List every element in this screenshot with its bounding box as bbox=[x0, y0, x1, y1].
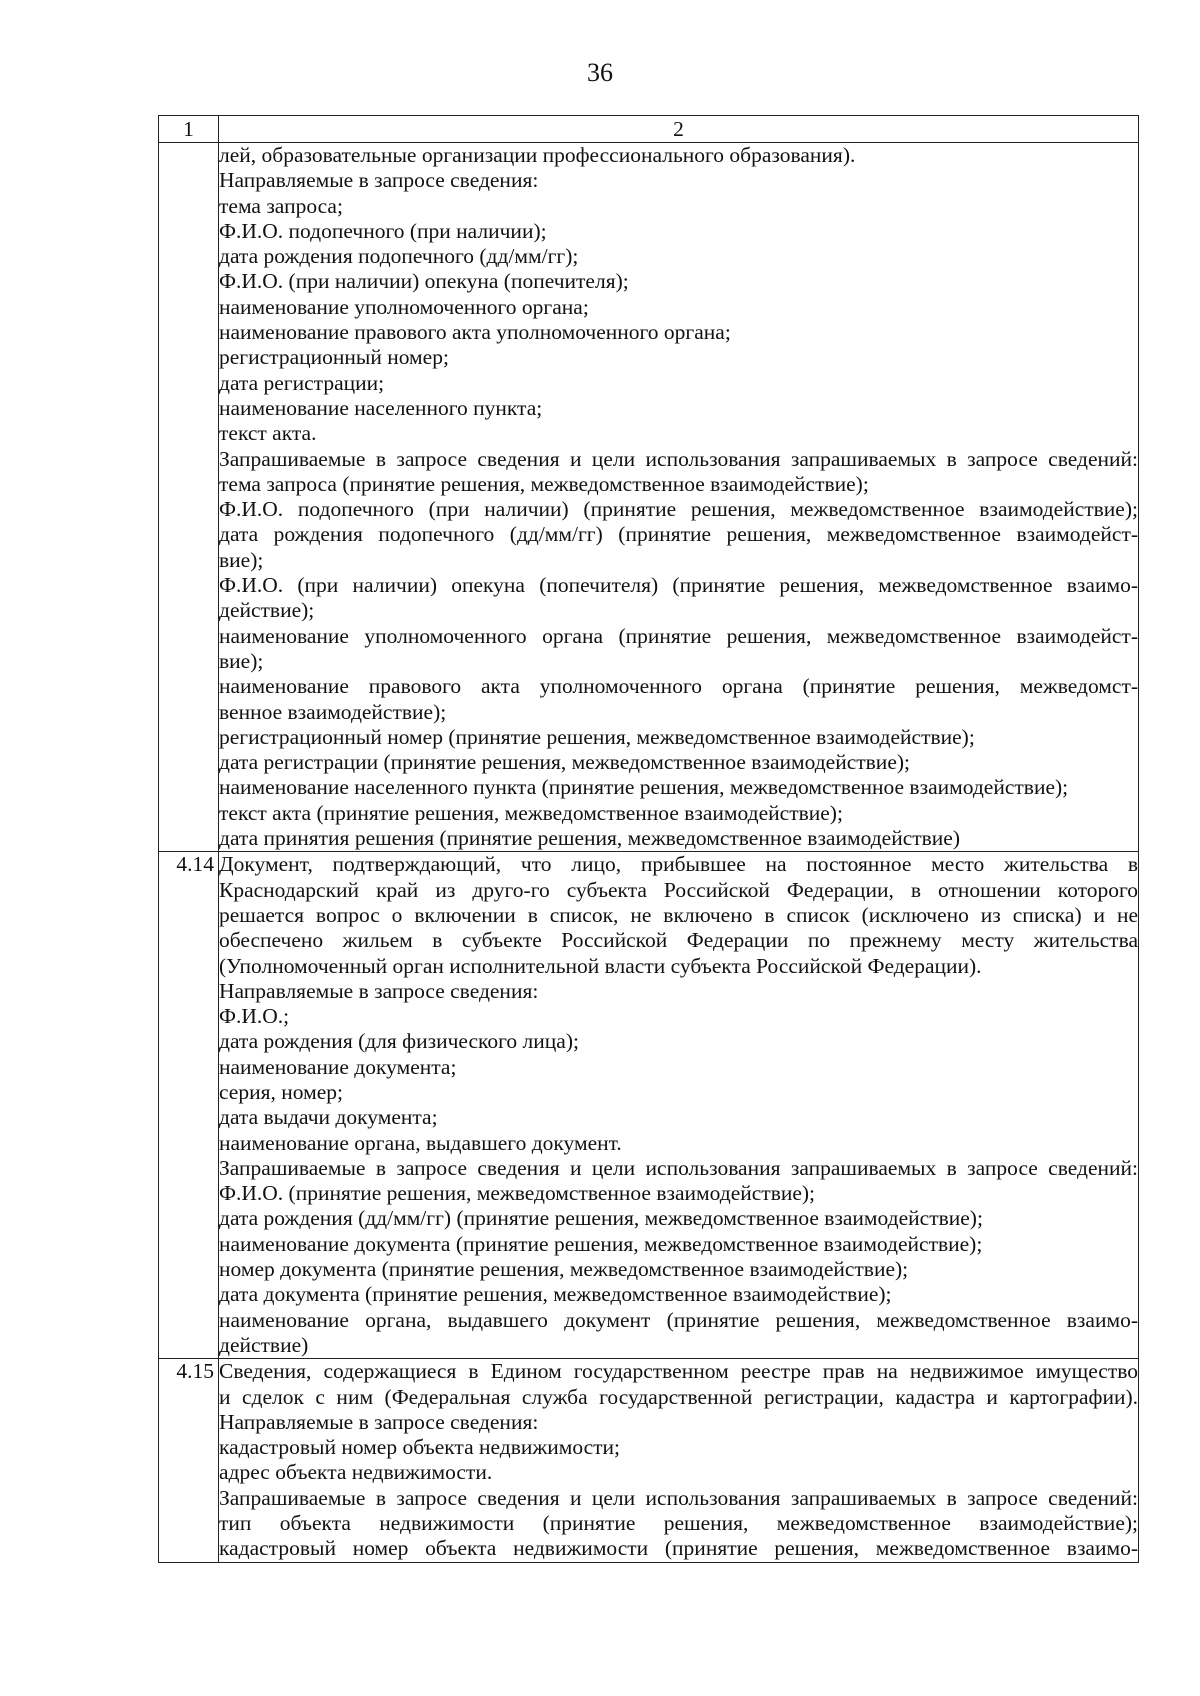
row-number: 4.14 bbox=[159, 852, 219, 1359]
table-row bbox=[159, 1359, 1139, 1562]
text-line: дата рождения (дд/мм/гг) (принятие решения, межведомственное взаимодействие); bbox=[219, 1206, 983, 1231]
text-line: и сделок с ним (Федеральная служба государственной регистрации, кадастра и картографии). bbox=[219, 1384, 1138, 1409]
text-line: адрес объекта недвижимости. bbox=[219, 1460, 493, 1485]
text-line: действие); bbox=[219, 598, 315, 623]
column-header-content: 2 bbox=[219, 116, 1139, 143]
text-line: Запрашиваемые в запросе сведения и цели использования запрашиваемых в запросе сведений: bbox=[219, 1485, 1138, 1510]
text-line: наименование населенного пункта (принятие решения, межведомственное взаимодействие); bbox=[219, 775, 1069, 800]
row-number bbox=[159, 143, 219, 852]
text-line: Ф.И.О. подопечного (при наличии) (принятие решения, межведомственное взаимодействие); bbox=[219, 497, 1138, 522]
requirements-table bbox=[158, 115, 1139, 1563]
text-line: венное взаимодействие); bbox=[219, 699, 447, 724]
text-line: Направляемые в запросе сведения: bbox=[219, 1409, 539, 1434]
text-line: тема запроса (принятие решения, межведомственное взаимодействие); bbox=[219, 471, 869, 496]
text-line: дата регистрации (принятие решения, межведомственное взаимодействие); bbox=[219, 750, 910, 775]
row-number: 4.15 bbox=[159, 1359, 219, 1562]
text-line: кадастровый номер объекта недвижимости; bbox=[219, 1435, 621, 1460]
text-line: дата выдачи документа; bbox=[219, 1105, 438, 1130]
text-line: дата документа (принятие решения, межведомственное взаимодействие); bbox=[219, 1282, 892, 1307]
text-line: номер документа (принятие решения, межведомственное взаимодействие); bbox=[219, 1257, 909, 1282]
text-line: серия, номер; bbox=[219, 1079, 343, 1104]
text-line: действие) bbox=[219, 1332, 309, 1357]
text-line: наименование органа, выдавшего документ (принятие решения, межведомственное взаимо- bbox=[219, 1307, 1138, 1332]
text-line: наименование правового акта уполномоченного органа (принятие решения, межведомст- bbox=[219, 674, 1138, 699]
text-line: Ф.И.О.; bbox=[219, 1004, 290, 1029]
text-line: наименование уполномоченного органа; bbox=[219, 294, 589, 319]
text-line: обеспечено жильем в субъекте Российской Федерации по прежнему месту жительства bbox=[219, 928, 1138, 953]
text-line: дата рождения подопечного (дд/мм/гг); bbox=[219, 244, 579, 269]
page-number: 36 bbox=[587, 58, 613, 87]
text-line: вие); bbox=[219, 648, 264, 673]
text-line: дата регистрации; bbox=[219, 370, 385, 395]
text-line: дата рождения подопечного (дд/мм/гг) (принятие решения, межведомственное взаимодейст- bbox=[219, 522, 1138, 547]
text-line: тема запроса; bbox=[219, 193, 343, 218]
text-line: текст акта. bbox=[219, 421, 317, 446]
text-line: Ф.И.О. (при наличии) опекуна (попечителя); bbox=[219, 269, 629, 294]
text-line: тип объекта недвижимости (принятие решения, межведомственное взаимодействие); bbox=[219, 1511, 1138, 1536]
text-line: дата рождения (для физического лица); bbox=[219, 1029, 579, 1054]
text-line: наименование правового акта уполномоченного органа; bbox=[219, 320, 731, 345]
text-line: вие); bbox=[219, 547, 264, 572]
text-line: наименование документа; bbox=[219, 1054, 457, 1079]
text-line: наименование населенного пункта; bbox=[219, 395, 543, 420]
text-line: дата принятия решения (принятие решения, межведомственное взаимодействие) bbox=[219, 826, 961, 851]
text-line: Запрашиваемые в запросе сведения и цели использования запрашиваемых в запросе сведений: bbox=[219, 1155, 1138, 1180]
text-line: Направляемые в запросе сведения: bbox=[219, 978, 539, 1003]
text-line: Направляемые в запросе сведения: bbox=[219, 168, 539, 193]
text-line: Краснодарский край из друго-го субъекта Российской Федерации, в отношении которого bbox=[219, 877, 1138, 902]
row-content bbox=[219, 1359, 1139, 1562]
text-line: кадастровый номер объекта недвижимости (принятие решения, межведомственное взаимо- bbox=[219, 1536, 1138, 1561]
table-row bbox=[159, 143, 1139, 852]
text-line: решается вопрос о включении в список, не включено в список (исключено из списка) и не bbox=[219, 902, 1138, 927]
text-line: Ф.И.О. (принятие решения, межведомственное взаимодействие); bbox=[219, 1181, 816, 1206]
text-line: Ф.И.О. (при наличии) опекуна (попечителя) (принятие решения, межведомственное взаимо- bbox=[219, 573, 1138, 598]
text-line: регистрационный номер (принятие решения, межведомственное взаимодействие); bbox=[219, 724, 975, 749]
table-row bbox=[159, 852, 1139, 1359]
text-line: лей, образовательные организации профессионального образования). bbox=[219, 143, 856, 167]
column-header-number: 1 bbox=[159, 116, 219, 143]
text-line: (Уполномоченный орган исполнительной власти субъекта Российской Федерации). bbox=[219, 953, 982, 978]
text-line: Документ, подтверждающий, что лицо, прибывшее на постоянное место жительства в bbox=[219, 852, 1138, 877]
text-line: Ф.И.О. подопечного (при наличии); bbox=[219, 218, 547, 243]
text-line: Запрашиваемые в запросе сведения и цели использования запрашиваемых в запросе сведений: bbox=[219, 446, 1138, 471]
row-content bbox=[219, 852, 1139, 1359]
row-content bbox=[219, 143, 1139, 852]
text-line: наименование уполномоченного органа (принятие решения, межведомственное взаимодейст- bbox=[219, 623, 1138, 648]
table-header-row bbox=[159, 116, 1139, 143]
text-line: наименование документа (принятие решения, межведомственное взаимодействие); bbox=[219, 1231, 983, 1256]
text-line: наименование органа, выдавшего документ. bbox=[219, 1130, 622, 1155]
text-line: Сведения, содержащиеся в Едином государственном реестре прав на недвижимое имущество bbox=[219, 1359, 1138, 1384]
text-line: текст акта (принятие решения, межведомственное взаимодействие); bbox=[219, 800, 843, 825]
text-line: регистрационный номер; bbox=[219, 345, 449, 370]
